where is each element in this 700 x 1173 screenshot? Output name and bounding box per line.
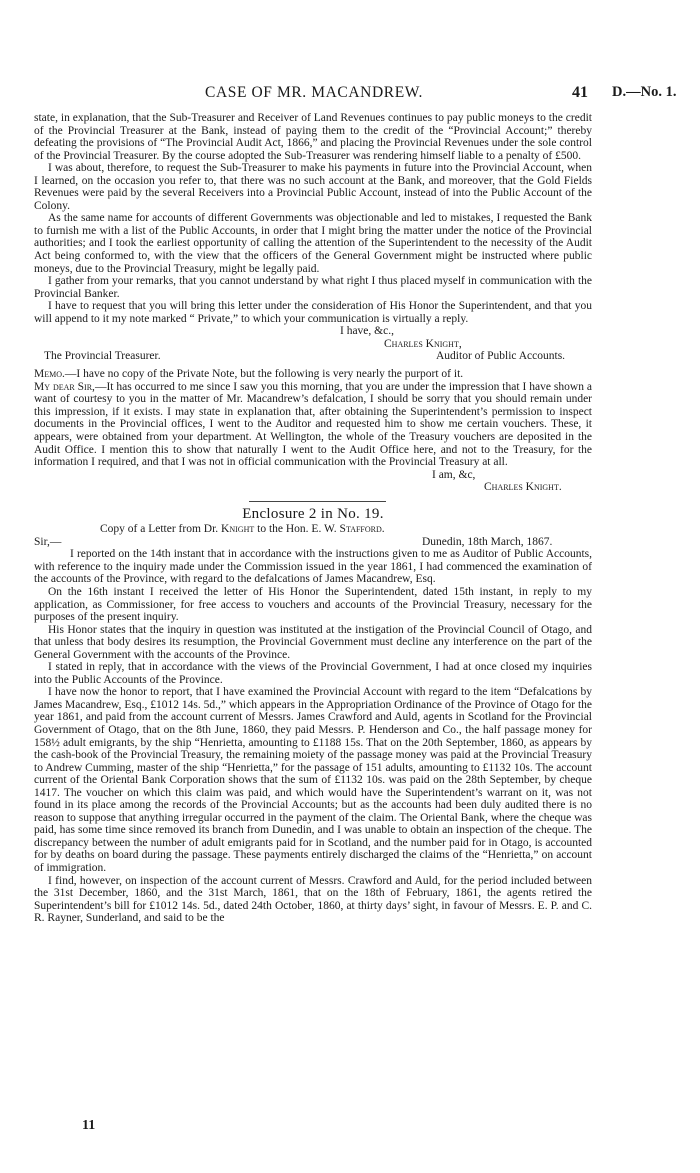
enclosure-salutation-line [34, 536, 592, 549]
copy-prefix: Copy of a Letter from Dr. [100, 523, 222, 536]
letter-signature: Charles Knight, [384, 337, 462, 350]
memo-signature: Charles Knight. [484, 481, 562, 494]
copy-mid: to the Hon. E. W. [254, 523, 340, 536]
memo-closing: I am, &c, [432, 468, 476, 481]
enclosure-paragraph: I have now the honor to report, that I have examined the Provincial Account with regard to the item “Defalcations by James Macandrew, Esq., £1012 14s. 5d.,” which appears in the Appropriation Ordinance of the Province of Otago for the year 1861, and paid from the account current of Messrs. James Crawford and Auld, agents in Scotland for the Provincial Government of Otago, that on the 8th June, 1860, they paid Messrs. P. Henderson and Co., the half passage money for 158½ adult emigrants, by the ship “Henrietta, amounting to £1188 15s. That on the 20th September, 1860, as appears by the cash-book of the Provincial Treasury, the remaining moiety of the passage money was paid at the Provincial Treasury to Andrew Cumming, master of the ship “Henrietta,” for the passage of 151 adults, amounting to £1132 10s. The account current of the Oriental Bank Corporation shows that the sum of £1132 10s. was paid on the 28th September, by cheque 1417. The voucher on which this claim was paid, and which would have the Superintendent’s warrant on it, was not found in its place among the records of the Provincial Accounts; but as the accounts had been duly audited there is no reason to suppose that anything irregular occurred in the payment of the claim. The Oriental Bank, where the cheque was paid, has some time since removed its branch from Dunedin, and I was unable to obtain an inspection of the cheque. The discrepancy between the number of adult emigrants paid for in Scotland, and the number paid for in Otago, is accounted for by deaths on board during the passage. These payments entirely discharged the claims of the “Henrietta,” on account of immigration. [34, 686, 592, 874]
copy-from: Knight [221, 523, 255, 536]
letter-paragraph: state, in explanation, that the Sub-Treasurer and Receiver of Land Revenues continues to pay public moneys to the credit of the Provincial Treasurer at the Bank, instead of paying them to the credit of the “Provincial Account;” thereby defeating the provisions of “The Provincial Audit Act, 1866,” and placing the Provincial Revenues under the sole control of the Provincial Treasurer. By the course adopted the Sub-Treasurer was rendering himself liable to a penalty of £500. [34, 112, 592, 162]
memo-salutation: My dear Sir, [34, 380, 95, 393]
letter-paragraph: As the same name for accounts of different Governments was objectionable and led to mistakes, I requested the Bank to furnish me with a list of the Public Accounts, in order that I might bring the matter under the notice of the Provincial authorities; and I took the earliest opportunity of calling the attention of the Superintendent to the necessity of the Audit Act being conformed to, with the view that the officers of the General Government might be instructed where public moneys, due to the Provincial Treasury, might be legally paid. [34, 212, 592, 275]
memo-signature-block [34, 469, 592, 495]
enclosure-paragraph: I reported on the 14th instant that in accordance with the instructions given to me as Auditor of Public Accounts, with reference to the inquiry made under the Commission issued in the year 1861, I had commenced the examination of the accounts of the Province, with regard to the defalcations of James Macandrew, Esq. [34, 548, 592, 586]
document-reference: D.—No. 1. [612, 84, 677, 100]
enclosure-paragraph: I find, however, on inspection of the account current of Messrs. Crawford and Auld, for the period included between the 31st December, 1860, and the 31st March, 1861, that on the 18th of February, 1861, the agents retired the Superintendent’s bill for £1012 14s. 5d., dated 24th October, 1860, at thirty days’ sight, in favour of Messrs. E. P. and C. R. Rayner, Sunderland, and said to be the [34, 874, 592, 925]
memo-text: —I have no copy of the Private Note, but the following is very nearly the purport of it. [64, 368, 464, 381]
printer-signature-mark: 11 [82, 1118, 96, 1133]
letter-paragraph: I was about, therefore, to request the Sub-Treasurer to make his payments in future into the Provincial Account, when I learned, on the occasion you refer to, that there was no such account at the Bank, and moreover, that the Gold Fields Revenues were paid by the several Receivers into a Provincial Public Account, instead of into the Public Account of the Colony. [34, 162, 592, 212]
page-header [0, 84, 700, 110]
letter-paragraph: I have to request that you will bring this letter under the consideration of His Honor the Superintendent, and that you will append to it my note marked “ Private,” to which your communication is virtually a reply. [34, 300, 592, 325]
section-divider [249, 501, 386, 502]
letter-signature-block [34, 325, 592, 363]
letter-closing: I have, &c., [340, 325, 394, 338]
enclosure-heading: Enclosure 2 in No. 19. [242, 505, 384, 522]
memo-label: Memo. [34, 368, 65, 381]
memo-body: —It has occurred to me since I saw you this morning, that you are under the impression that I have shown a want of courtesy to you in the matter of Mr. Macandrew’s defalcation, I should be sorry that you should remain under this impression, if it exists. I may state in explanation that, after obtaining the Superintendent’s permission to inspect documents in the Provincial offices, I went to the Auditor and requested him to show me certain vouchers. These, it appears, were obtained from your department. At Wellington, the whole of the Treasury vouchers are deposited in the Audit Office. I mention this to show that naturally I went to the Audit Office here, and not to the Treasury, for the information I required, and that I was not in official communication with the Provincial Treasury at all. [34, 380, 592, 469]
memo-paragraph [34, 381, 592, 469]
enclosure-paragraph: I stated in reply, that in accordance with the views of the Provincial Government, I had at once closed my inquiries into the Public Accounts of the Province. [34, 661, 592, 686]
enclosure-salutation: Sir,— [34, 535, 62, 548]
memo-line [34, 368, 592, 381]
letter-addressee: The Provincial Treasurer. [44, 350, 161, 363]
page-body [34, 112, 592, 925]
enclosure-paragraph: His Honor states that the inquiry in question was instituted at the instigation of the Provincial Council of Otago, and that unless that body desires its resumption, the Provincial Government must decline any interference on the part of the General Government with the accounts of the Province. [34, 623, 592, 661]
running-title: CASE OF MR. MACANDREW. [205, 84, 424, 101]
enclosure-paragraph: On the 16th instant I received the letter of His Honor the Superintendent, dated 15th instant, in reply to my application, as Commissioner, for free access to vouchers and accounts of the Provincial Treasury, necessary for the purposes of the present inquiry. [34, 585, 592, 624]
copy-to: Stafford [339, 523, 382, 536]
copy-suffix: . [381, 523, 385, 536]
page-number: 41 [572, 84, 588, 101]
enclosure-copy-line [34, 523, 592, 536]
letter-signature-title: Auditor of Public Accounts. [436, 350, 566, 363]
enclosure-place-date: Dunedin, 18th March, 1867. [422, 535, 553, 548]
letter-paragraph: I gather from your remarks, that you cannot understand by what right I thus placed myself in communication with the Provincial Banker. [34, 275, 592, 300]
